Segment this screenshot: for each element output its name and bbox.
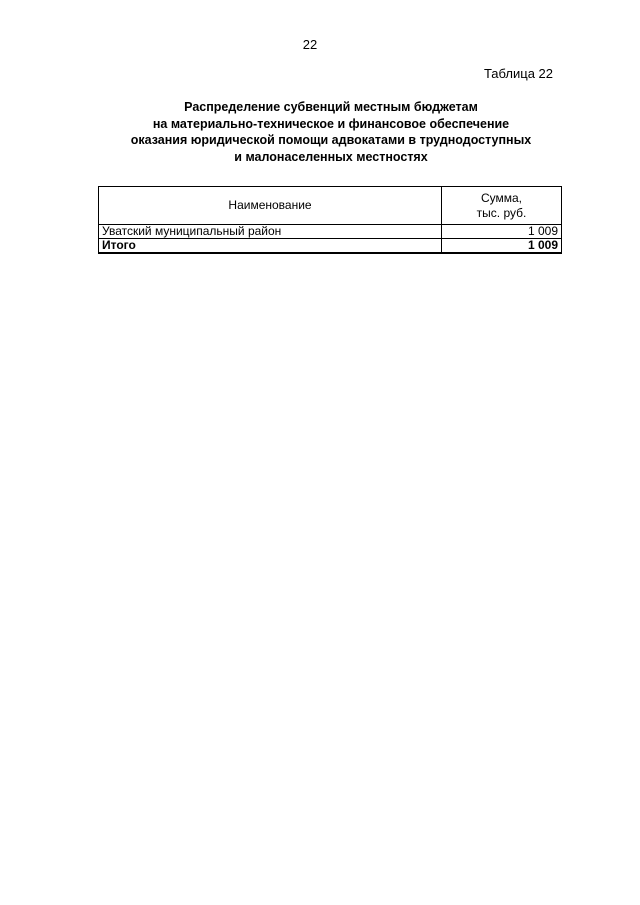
header-name: Наименование: [99, 187, 442, 225]
total-sum: 1 009: [442, 239, 562, 254]
row-name: Уватский муниципальный район: [99, 225, 442, 239]
title-line: оказания юридической помощи адвокатами в труднодоступных: [130, 133, 532, 147]
header-sum-line: Сумма,: [480, 190, 523, 205]
table-header-row: [99, 187, 562, 225]
document-title: [100, 99, 562, 165]
header-sum: [442, 187, 562, 225]
table-caption: Таблица 22: [483, 66, 553, 81]
title-line: Распределение субвенций местным бюджетам: [184, 100, 478, 114]
table-row: [99, 225, 562, 239]
title-line: и малонаселенных местностях: [234, 149, 428, 164]
page-number: 22: [302, 37, 318, 52]
table-total-row: [99, 239, 562, 254]
header-sum-unit: тыс. руб.: [476, 205, 527, 220]
total-label: Итого: [99, 239, 442, 254]
row-sum: 1 009: [442, 225, 562, 239]
title-line: на материально-техническое и финансовое обеспечение: [152, 116, 510, 131]
subvention-table: [98, 186, 562, 254]
